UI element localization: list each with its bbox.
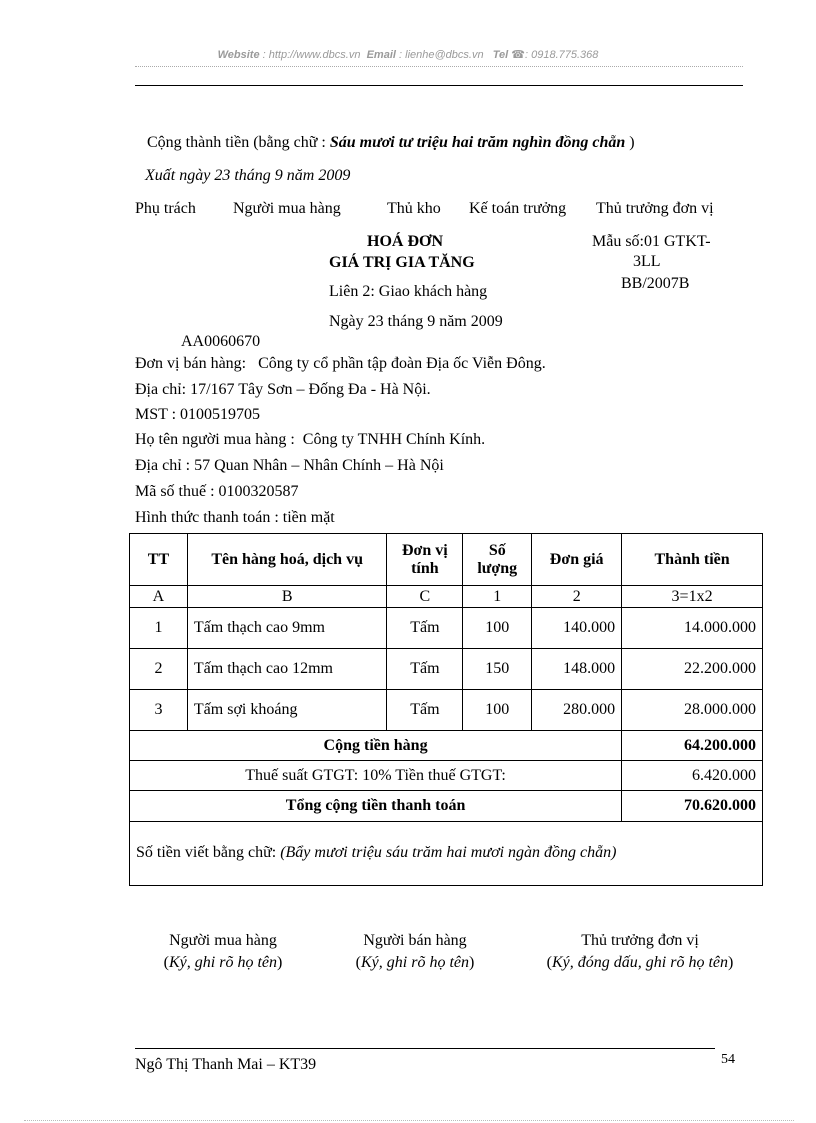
table-header-row	[130, 534, 763, 586]
signature-buyer: Người mua hàng (Ký, ghi rõ họ tên)	[163, 932, 283, 971]
website-value[interactable]: : http://www.dbcs.vn	[262, 49, 361, 61]
seller-line: Đơn vị bán hàng: Công ty cổ phần tập đoàn Địa ốc Viễn Đông.	[135, 355, 546, 372]
table-code-row	[130, 586, 763, 608]
col-header-name: Tên hàng hoá, dịch vụ	[187, 534, 387, 586]
tel-label: Tel	[492, 49, 509, 61]
issued-date: Xuất ngày 23 tháng 9 năm 2009	[145, 167, 351, 184]
role-director: Thủ trưởng đơn vị	[596, 200, 714, 217]
code-cell: 1	[463, 586, 532, 608]
seller-name: Công ty cổ phần tập đoàn Địa ốc Viễn Đông.	[258, 355, 546, 372]
grand-total-row	[130, 791, 763, 822]
signature-director: Thủ trưởng đơn vị (Ký, đóng dấu, ghi rõ họ tên)	[546, 932, 734, 971]
form-number-line2: 3LL	[633, 253, 661, 270]
form-number-line1: Mẫu số:01 GTKT-	[592, 233, 711, 250]
table-row: 3 Tấm sợi khoáng Tấm 100 280.000 28.000.000	[130, 690, 763, 731]
vat-value: 6.420.000	[622, 761, 763, 791]
seller-address: Địa chỉ: 17/167 Tây Sơn – Đống Đa - Hà Nội.	[135, 381, 431, 398]
buyer-line: Họ tên người mua hàng : Công ty TNHH Chính Kính.	[135, 431, 486, 448]
signature-seller: Người bán hàng (Ký, ghi rõ họ tên)	[355, 932, 475, 971]
subtotal-label: Cộng tiền hàng	[130, 731, 622, 761]
code-cell: C	[387, 586, 463, 608]
col-header-tt: TT	[130, 534, 188, 586]
table-row: 1 Tấm thạch cao 9mm Tấm 100 140.000 14.000.000	[130, 608, 763, 649]
amount-in-words-row	[130, 822, 763, 886]
page-number: 54	[721, 1052, 735, 1067]
invoice-copy: Liên 2: Giao khách hàng	[329, 283, 488, 300]
invoice-table	[129, 533, 763, 886]
invoice-date: Ngày 23 tháng 9 năm 2009	[329, 313, 503, 330]
table-row: 2 Tấm thạch cao 12mm Tấm 150 148.000 22.200.000	[130, 649, 763, 690]
amount-in-words-value: (Bẩy mươi triệu sáu trăm hai mươi ngàn đồng chẵn)	[280, 844, 617, 861]
header-rule	[135, 85, 743, 86]
code-cell: 2	[532, 586, 622, 608]
vat-label: Thuế suất GTGT: 10% Tiền thuế GTGT:	[130, 761, 622, 791]
buyer-tax-code: Mã số thuế : 0100320587	[135, 483, 299, 500]
page-header	[0, 48, 816, 61]
role-chief-accountant: Kế toán trưởng	[469, 200, 567, 217]
form-number-line3: BB/2007B	[621, 275, 690, 292]
col-header-unit: Đơn vị tính	[387, 534, 463, 586]
buyer-name: Công ty TNHH Chính Kính.	[302, 431, 486, 448]
footer-rule	[135, 1048, 715, 1049]
invoice-title: HOÁ ĐƠN	[367, 233, 443, 250]
role-responsible: Phụ trách	[135, 200, 196, 217]
invoice-subtitle: GIÁ TRỊ GIA TĂNG	[329, 254, 475, 271]
bottom-dotted-rule	[24, 1120, 794, 1121]
role-buyer: Người mua hàng	[233, 200, 341, 217]
tel-value: : 0918.775.368	[525, 49, 599, 61]
code-cell: A	[130, 586, 188, 608]
col-header-qty: Số lượng	[463, 534, 532, 586]
invoice-serial: AA0060670	[181, 333, 261, 350]
vat-row	[130, 761, 763, 791]
grand-total-label: Tổng cộng tiền thanh toán	[130, 791, 622, 822]
grand-total-value: 70.620.000	[622, 791, 763, 822]
payment-method: Hình thức thanh toán : tiền mặt	[135, 509, 335, 526]
amount-in-words-label: Số tiền viết bằng chữ:	[136, 844, 277, 861]
col-header-price: Đơn giá	[532, 534, 622, 586]
code-cell: 3=1x2	[622, 586, 763, 608]
total-in-words-line: Cộng thành tiền (bằng chữ : Sáu mươi tư triệu hai trăm nghìn đồng chẵn )	[147, 134, 635, 151]
total-in-words-value: Sáu mươi tư triệu hai trăm nghìn đồng chẵn	[329, 134, 626, 151]
col-header-amount: Thành tiền	[622, 534, 763, 586]
seller-tax-code: MST : 0100519705	[135, 406, 261, 423]
phone-icon: ☎	[511, 49, 525, 61]
footer-author: Ngô Thị Thanh Mai – KT39	[135, 1056, 317, 1073]
website-label: Website	[217, 49, 260, 61]
buyer-address: Địa chỉ : 57 Quan Nhân – Nhân Chính – Hà Nội	[135, 457, 444, 474]
subtotal-value: 64.200.000	[622, 731, 763, 761]
email-value[interactable]: : lienhe@dbcs.vn	[399, 49, 484, 61]
code-cell: B	[187, 586, 387, 608]
subtotal-row	[130, 731, 763, 761]
header-dotted-rule	[135, 66, 743, 67]
email-label: Email	[366, 49, 396, 61]
role-storekeeper: Thủ kho	[387, 200, 441, 217]
